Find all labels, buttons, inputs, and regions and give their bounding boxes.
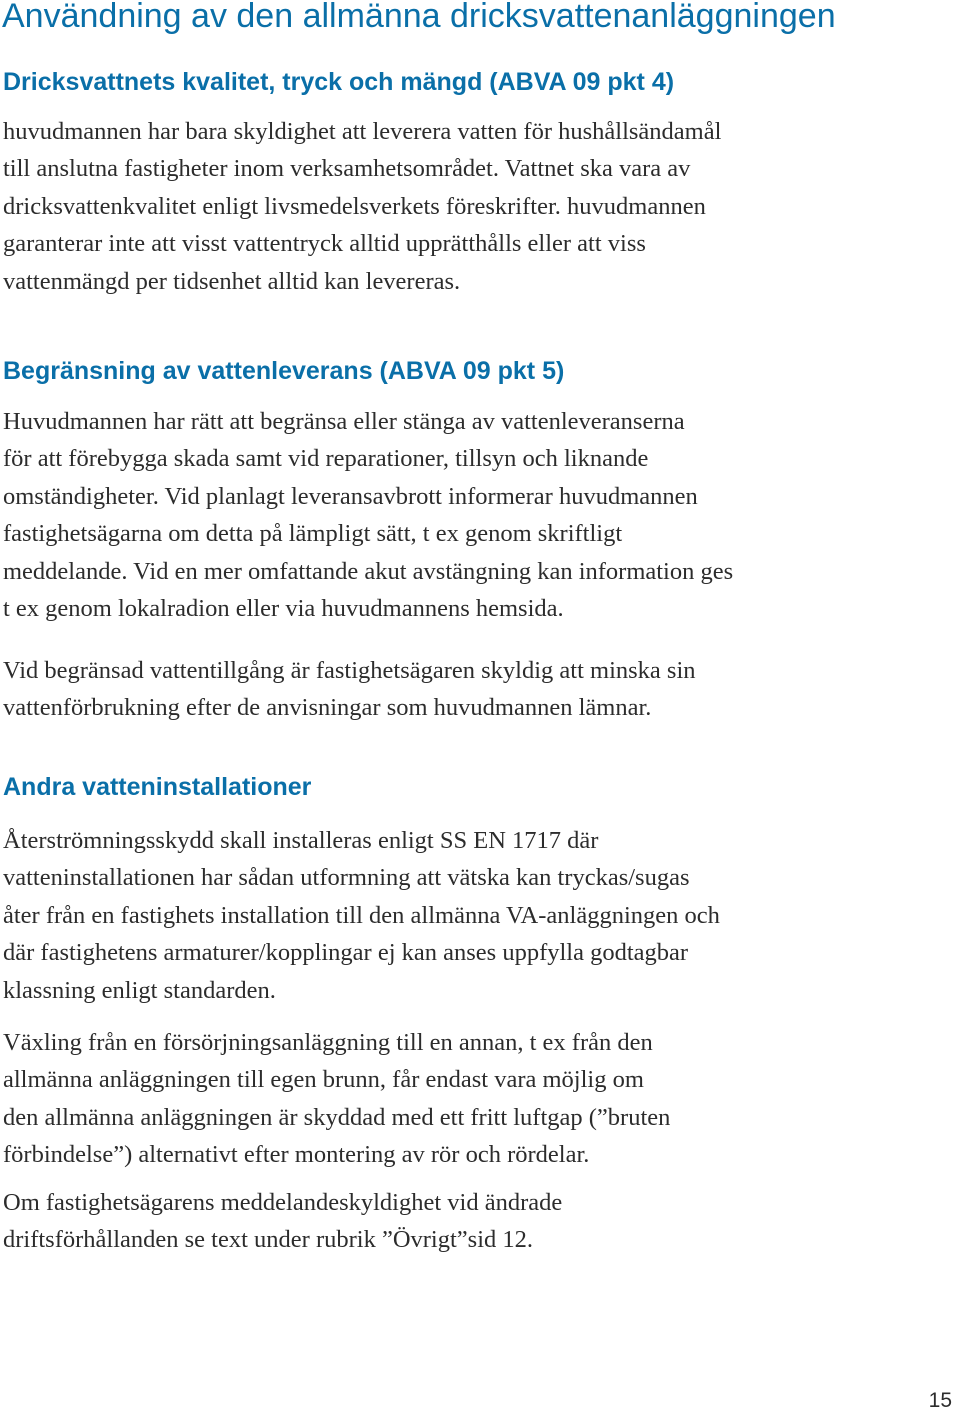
text-line: förbindelse”) alternativt efter montering av rör och rördelar. [3,1141,590,1169]
text-line: Om fastighetsägarens meddelandeskyldighet vid ändrade [3,1189,563,1216]
text-line: meddelande. Vid en mer omfattande akut avstängning kan information ges [3,557,734,585]
paragraph-backflow-protection [3,822,933,1009]
text-line: för att förebygga skada samt vid reparationer, tillsyn och liknande [3,445,649,473]
text-line: omständigheter. Vid planlagt leveransavbrott informerar huvudmannen [3,482,698,510]
text-line: åter från en fastighets installation till den allmänna VA-anläggningen och [3,901,720,929]
paragraph-quality [3,113,933,300]
text-line: där fastighetens armaturer/kopplingar ej kan anses uppfylla godtagbar [3,939,689,967]
paragraph-limited-supply [3,652,933,727]
text-line: allmänna anläggningen till egen brunn, får endast vara möjlig om [3,1066,644,1094]
text-line: Växling från en försörjningsanläggning till en annan, t ex från den [3,1029,653,1056]
page-number: 15 [928,1389,952,1412]
text-line: vattenmängd per tidsenhet alltid kan levereras. [3,267,461,295]
text-line: till anslutna fastigheter inom verksamhetsområdet. Vattnet ska vara av [3,155,691,183]
text-line: huvudmannen har bara skyldighet att leverera vatten för hushållsändamål [3,118,722,145]
text-line: garanterar inte att visst vattentryck alltid upprätthålls eller att viss [3,230,646,258]
text-line: fastighetsägarna om detta på lämpligt sätt, t ex genom skriftligt [3,520,623,548]
text-line: t ex genom lokalradion eller via huvudmannens hemsida. [3,595,564,623]
paragraph-delivery-limitation [3,403,933,627]
section-heading-quality: Dricksvattnets kvalitet, tryck och mängd (ABVA 09 pkt 4) [3,68,675,96]
text-line: vatteninstallationen har sådan utformning att vätska kan tryckas/sugas [3,864,690,892]
paragraph-notification-duty [3,1184,933,1259]
text-line: Vid begränsad vattentillgång är fastighetsägaren skyldig att minska sin [3,657,696,684]
section-heading-other-installations: Andra vatteninstallationer [3,773,312,801]
text-line: den allmänna anläggningen är skyddad med ett fritt luftgap (”bruten [3,1103,671,1131]
text-line: klassning enligt standarden. [3,976,276,1004]
text-line: driftsförhållanden se text under rubrik ”Övrigt”sid 12. [3,1226,534,1254]
paragraph-supply-switching [3,1024,933,1174]
text-line: Huvudmannen har rätt att begränsa eller stänga av vattenleveranserna [3,408,685,435]
text-line: dricksvattenkvalitet enligt livsmedelsverkets föreskrifter. huvudmannen [3,192,706,220]
text-line: vattenförbrukning efter de anvisningar som huvudmannen lämnar. [3,694,652,722]
text-line: Återströmningsskydd skall installeras enligt SS EN 1717 där [3,827,599,854]
section-heading-delivery-limitation: Begränsning av vattenleverans (ABVA 09 pkt 5) [3,357,565,385]
page-title: Användning av den allmänna dricksvattenanläggningen [2,0,836,35]
